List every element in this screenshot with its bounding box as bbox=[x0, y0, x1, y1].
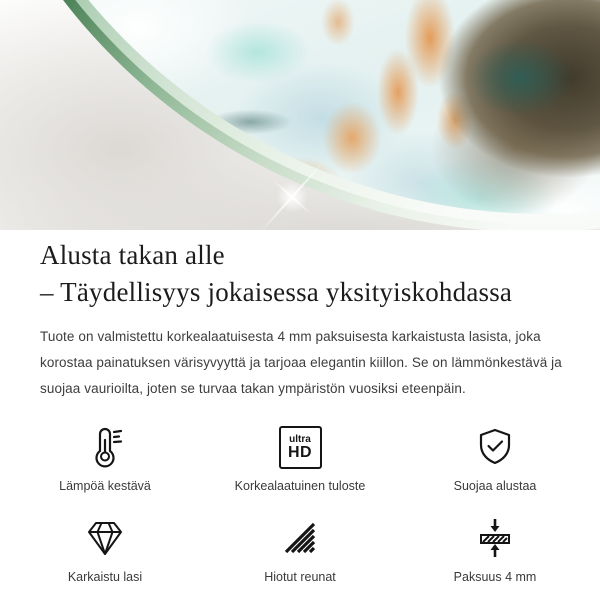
page-title-line1: Alusta takan alle bbox=[40, 240, 225, 270]
feature-tempered-glass bbox=[40, 515, 170, 584]
product-photo bbox=[0, 0, 600, 230]
feature-label: Suojaa alustaa bbox=[453, 479, 537, 493]
product-description: Tuote on valmistettu korkealaatuisesta 4 mm paksuisesta karkaistusta lasista, joka korostaa painatuksen värisyvyyttä ja tarjoaa elegantin kiillon. Se on lämmönkestävä ja suojaa vaurioilta, joten se turvaa takan ympäristön vuosiksi eteenpäin. bbox=[40, 329, 562, 396]
diamond-icon bbox=[83, 515, 127, 561]
feature-high-quality-print bbox=[170, 424, 430, 493]
shield-check-icon bbox=[473, 424, 517, 470]
polished-edges-icon bbox=[278, 515, 322, 561]
ultra-hd-icon: ultra HD bbox=[279, 424, 322, 470]
thermometer-icon bbox=[83, 424, 127, 470]
feature-label: Paksuus 4 mm bbox=[453, 570, 537, 584]
feature-protects-surface bbox=[430, 424, 560, 493]
feature-thickness bbox=[430, 515, 560, 584]
feature-heat-resistant bbox=[40, 424, 170, 493]
page-title bbox=[40, 237, 560, 311]
feature-grid bbox=[0, 424, 600, 584]
page-title-line2: – Täydellisyys jokaisessa yksityiskohdassa bbox=[40, 277, 513, 307]
thickness-icon bbox=[473, 515, 517, 561]
feature-polished-edges bbox=[170, 515, 430, 584]
feature-label: Korkealaatuinen tuloste bbox=[234, 479, 366, 493]
feature-label: Karkaistu lasi bbox=[67, 570, 143, 584]
feature-label: Lämpöä kestävä bbox=[59, 479, 151, 493]
feature-label: Hiotut reunat bbox=[264, 570, 336, 584]
